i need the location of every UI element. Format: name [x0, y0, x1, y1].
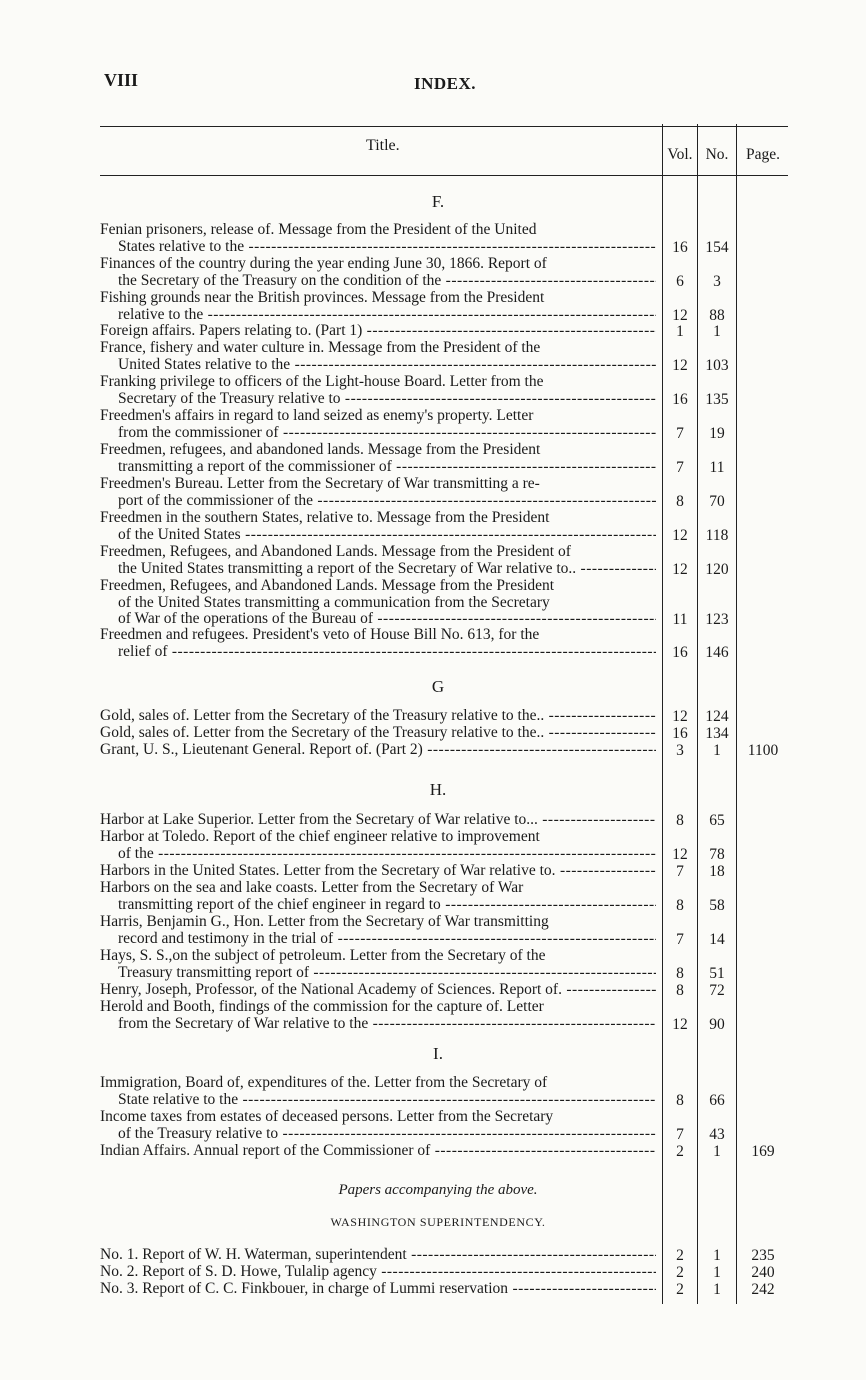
entry-no: 1 [713, 742, 721, 759]
entry-no: 78 [709, 845, 725, 863]
entry-vol: 16 [672, 643, 688, 661]
entry-title-line: Fenian prisoners, release of. Message from the President of the United [100, 222, 537, 238]
entry-vol: 2 [676, 1281, 684, 1298]
entry-no: 1 [713, 323, 721, 340]
entry-no: 19 [709, 424, 725, 442]
entry-title-line: Freedmen, Refugees, and Abandoned Lands. Message from the President [100, 578, 555, 594]
accompanying-entry [100, 1281, 656, 1298]
section-letter: I. [433, 1044, 443, 1063]
entry-title-line: France, fishery and water culture in. Message from the President of the [100, 340, 541, 356]
index-entry [100, 829, 656, 862]
entry-no: 103 [705, 356, 729, 374]
entry-title-line: Freedmen's Bureau. Letter from the Secretary of War transmitting a re- [100, 476, 540, 492]
entry-page: 1100 [747, 742, 779, 759]
entry-vol: 12 [672, 526, 688, 544]
index-entry [100, 627, 656, 660]
index-entry [100, 578, 656, 628]
index-entry [100, 408, 656, 441]
entry-vol: 12 [672, 306, 688, 324]
entry-title-line: Freedmen's affairs in regard to land seized as enemy's property. Letter [100, 408, 534, 424]
entry-vol: 6 [676, 272, 684, 290]
index-entry [100, 323, 656, 340]
entry-no: 3 [713, 272, 721, 290]
entry-no: 146 [705, 643, 729, 661]
entry-title-line: No. 1. Report of W. H. Waterman, superintendent ----- [100, 1247, 656, 1264]
entry-vol: 8 [676, 982, 684, 999]
entry-vol: 2 [676, 1247, 684, 1264]
entry-title-line: Harbor at Toledo. Report of the chief engineer relative to improvement [100, 829, 540, 845]
entry-no: 90 [709, 1015, 725, 1033]
index-entry [100, 880, 656, 913]
entry-vol: 12 [672, 708, 688, 725]
entry-page: 235 [751, 1247, 775, 1264]
entry-vol: 1 [676, 323, 684, 340]
entry-title-line: Freedmen in the southern States, relative to. Message from the President [100, 510, 550, 526]
entry-title-line: port of the commissioner of the ----- [100, 493, 656, 510]
entry-no: 70 [709, 492, 725, 510]
index-entry [100, 442, 656, 475]
entry-vol: 12 [672, 560, 688, 578]
entry-title-line: Freedmen and refugees. President's veto of House Bill No. 613, for the [100, 627, 540, 643]
entry-vol: 8 [676, 492, 684, 510]
header-bottom-rule [100, 175, 788, 176]
index-entry [100, 222, 656, 255]
entry-vol: 16 [672, 390, 688, 408]
entry-vol: 7 [676, 458, 684, 476]
entry-title-line: transmitting report of the chief engineer in regard to ----- [100, 897, 656, 914]
entry-title-line: from the Secretary of War relative to the ----- [100, 1016, 656, 1033]
index-entry [100, 544, 656, 577]
entry-title-line: Herold and Booth, findings of the commission for the capture of. Letter [100, 999, 544, 1015]
entry-title-line: of War of the operations of the Bureau of ----- [100, 611, 656, 628]
entry-title-line: Harris, Benjamin G., Hon. Letter from the Secretary of War transmitting [100, 914, 549, 930]
entry-vol: 7 [676, 1125, 684, 1143]
entry-title-line: No. 3. Report of C. C. Finkbouer, in charge of Lummi reservation ----- [100, 1281, 656, 1298]
entry-title-line: relative to the ----- [100, 307, 656, 324]
index-entry [100, 1109, 656, 1142]
entry-title-line: of the United States ----- [100, 527, 656, 544]
entry-no: 1 [713, 1264, 721, 1281]
entry-title-line: the United States transmitting a report of the Secretary of War relative to.. ----- [100, 561, 656, 578]
entry-vol: 16 [672, 725, 688, 742]
entry-no: 58 [709, 896, 725, 914]
entry-title-line: the Secretary of the Treasury on the condition of the ----- [100, 273, 656, 290]
entry-title-line: Immigration, Board of, expenditures of the. Letter from the Secretary of [100, 1075, 548, 1091]
index-entry [100, 476, 656, 509]
entry-title-line: Freedmen, Refugees, and Abandoned Lands. Message from the President of [100, 544, 571, 560]
index-entry [100, 914, 656, 947]
entry-no: 43 [709, 1125, 725, 1143]
column-header-page: Page. [745, 146, 780, 163]
index-entry [100, 863, 656, 880]
accompanying-entry [100, 1247, 656, 1264]
entry-vol: 8 [676, 812, 684, 829]
entry-vol: 7 [676, 424, 684, 442]
index-entry [100, 708, 656, 725]
entry-title-line: Gold, sales of. Letter from the Secretary of the Treasury relative to the.. ----- [100, 708, 656, 725]
entry-no: 120 [705, 560, 729, 578]
entry-title-line: Income taxes from estates of deceased persons. Letter from the Secretary [100, 1109, 554, 1125]
index-entry [100, 510, 656, 543]
index-entry [100, 1143, 656, 1160]
index-entry [100, 725, 656, 742]
entry-page: 242 [751, 1281, 775, 1298]
index-entry [100, 742, 656, 759]
entry-title-line: from the commissioner of ----- [100, 425, 656, 442]
entry-vol: 7 [676, 863, 684, 880]
section-letter: G [431, 677, 445, 696]
column-header-title: Title. [366, 137, 400, 154]
entry-no: 18 [709, 863, 725, 880]
page-number: VIII [104, 70, 139, 90]
entry-page: 240 [751, 1264, 775, 1281]
table-top-rule [100, 126, 788, 127]
entry-title-line: Henry, Joseph, Professor, of the National Academy of Sciences. Report of. ----- [100, 982, 656, 999]
index-entry [100, 290, 656, 323]
index-entry [100, 948, 656, 981]
column-header-no: No. [705, 146, 729, 163]
entry-no: 123 [705, 611, 729, 628]
index-entry [100, 340, 656, 373]
entry-vol: 16 [672, 238, 688, 256]
entry-no: 1 [713, 1247, 721, 1264]
entry-title-line: Finances of the country during the year ending June 30, 1866. Report of [100, 256, 547, 272]
entry-no: 124 [705, 708, 729, 725]
entry-vol: 12 [672, 1015, 688, 1033]
entry-title-line: transmitting a report of the commissioner of ----- [100, 459, 656, 476]
entry-title-line: States relative to the ----- [100, 239, 656, 256]
entry-title-line: Freedmen, refugees, and abandoned lands. Message from the President [100, 442, 541, 458]
entry-title-line: record and testimony in the trial of ----- [100, 931, 656, 948]
entry-title-line: of the United States transmitting a communication from the Secretary [118, 594, 550, 611]
entry-vol: 11 [672, 611, 688, 628]
entry-no: 1 [713, 1281, 721, 1298]
entry-vol: 7 [676, 930, 684, 948]
entry-title-line: Treasury transmitting report of ----- [100, 965, 656, 982]
entry-no: 134 [705, 725, 729, 742]
entry-title-line: relief of ----- [100, 644, 656, 661]
entry-no: 154 [705, 238, 729, 256]
column-header-vol: Vol. [667, 146, 693, 163]
section-letter: H. [429, 780, 447, 799]
entry-title-line: Harbor at Lake Superior. Letter from the Secretary of War relative to... ----- [100, 812, 656, 829]
entry-vol: 12 [672, 845, 688, 863]
entry-title-line: Franking privilege to officers of the Light-house Board. Letter from the [100, 374, 544, 390]
entry-no: 65 [709, 812, 725, 829]
entry-vol: 8 [676, 964, 684, 982]
entry-title-line: Foreign affairs. Papers relating to. (Part 1) ----- [100, 323, 656, 340]
entry-no: 118 [705, 526, 729, 544]
page-title: INDEX. [414, 74, 477, 93]
accompanying-heading: Papers accompanying the above. [338, 1182, 538, 1198]
superintendency-heading: WASHINGTON SUPERINTENDENCY. [330, 1215, 546, 1229]
entry-no: 1 [713, 1143, 721, 1160]
entry-no: 51 [709, 964, 725, 982]
entry-vol: 8 [676, 896, 684, 914]
accompanying-entry [100, 1264, 656, 1281]
index-entry [100, 982, 656, 999]
entry-title-line: Fishing grounds near the British provinces. Message from the President [100, 290, 545, 306]
entry-no: 72 [709, 982, 725, 999]
entry-title-line: Grant, U. S., Lieutenant General. Report of. (Part 2) ----- [100, 742, 656, 759]
entry-no: 66 [709, 1091, 725, 1109]
entry-title-line: Gold, sales of. Letter from the Secretary of the Treasury relative to the.. ----- [100, 725, 656, 742]
entry-no: 14 [709, 930, 725, 948]
entry-no: 135 [705, 390, 729, 408]
entry-vol: 12 [672, 356, 688, 374]
entry-title-line: State relative to the ----- [100, 1092, 656, 1109]
index-entry [100, 256, 656, 289]
index-entry [100, 1075, 656, 1108]
entry-title-line: Secretary of the Treasury relative to ----- [100, 391, 656, 408]
entry-no: 11 [709, 458, 725, 476]
entry-vol: 3 [676, 742, 684, 759]
entry-title-line: No. 2. Report of S. D. Howe, Tulalip agency ----- [100, 1264, 656, 1281]
entry-page: 169 [751, 1143, 775, 1160]
section-letter: F. [431, 192, 445, 211]
entry-title-line: Hays, S. S.,on the subject of petroleum. Letter from the Secretary of the [100, 948, 546, 964]
entry-vol: 8 [676, 1091, 684, 1109]
index-entry [100, 999, 656, 1032]
index-entry [100, 812, 656, 829]
entry-vol: 2 [676, 1143, 684, 1160]
entry-vol: 2 [676, 1264, 684, 1281]
entry-title-line: Harbors in the United States. Letter from the Secretary of War relative to. ----- [100, 863, 656, 880]
entry-title-line: of the Treasury relative to ----- [100, 1126, 656, 1143]
index-entry [100, 374, 656, 407]
entry-title-line: United States relative to the ----- [100, 357, 656, 374]
column-divider-page [736, 124, 737, 1304]
entry-title-line: Indian Affairs. Annual report of the Commissioner of ----- [100, 1143, 656, 1160]
entry-no: 88 [709, 306, 725, 324]
entry-title-line: Harbors on the sea and lake coasts. Letter from the Secretary of War [100, 880, 524, 896]
entry-title-line: of the ----- [100, 846, 656, 863]
